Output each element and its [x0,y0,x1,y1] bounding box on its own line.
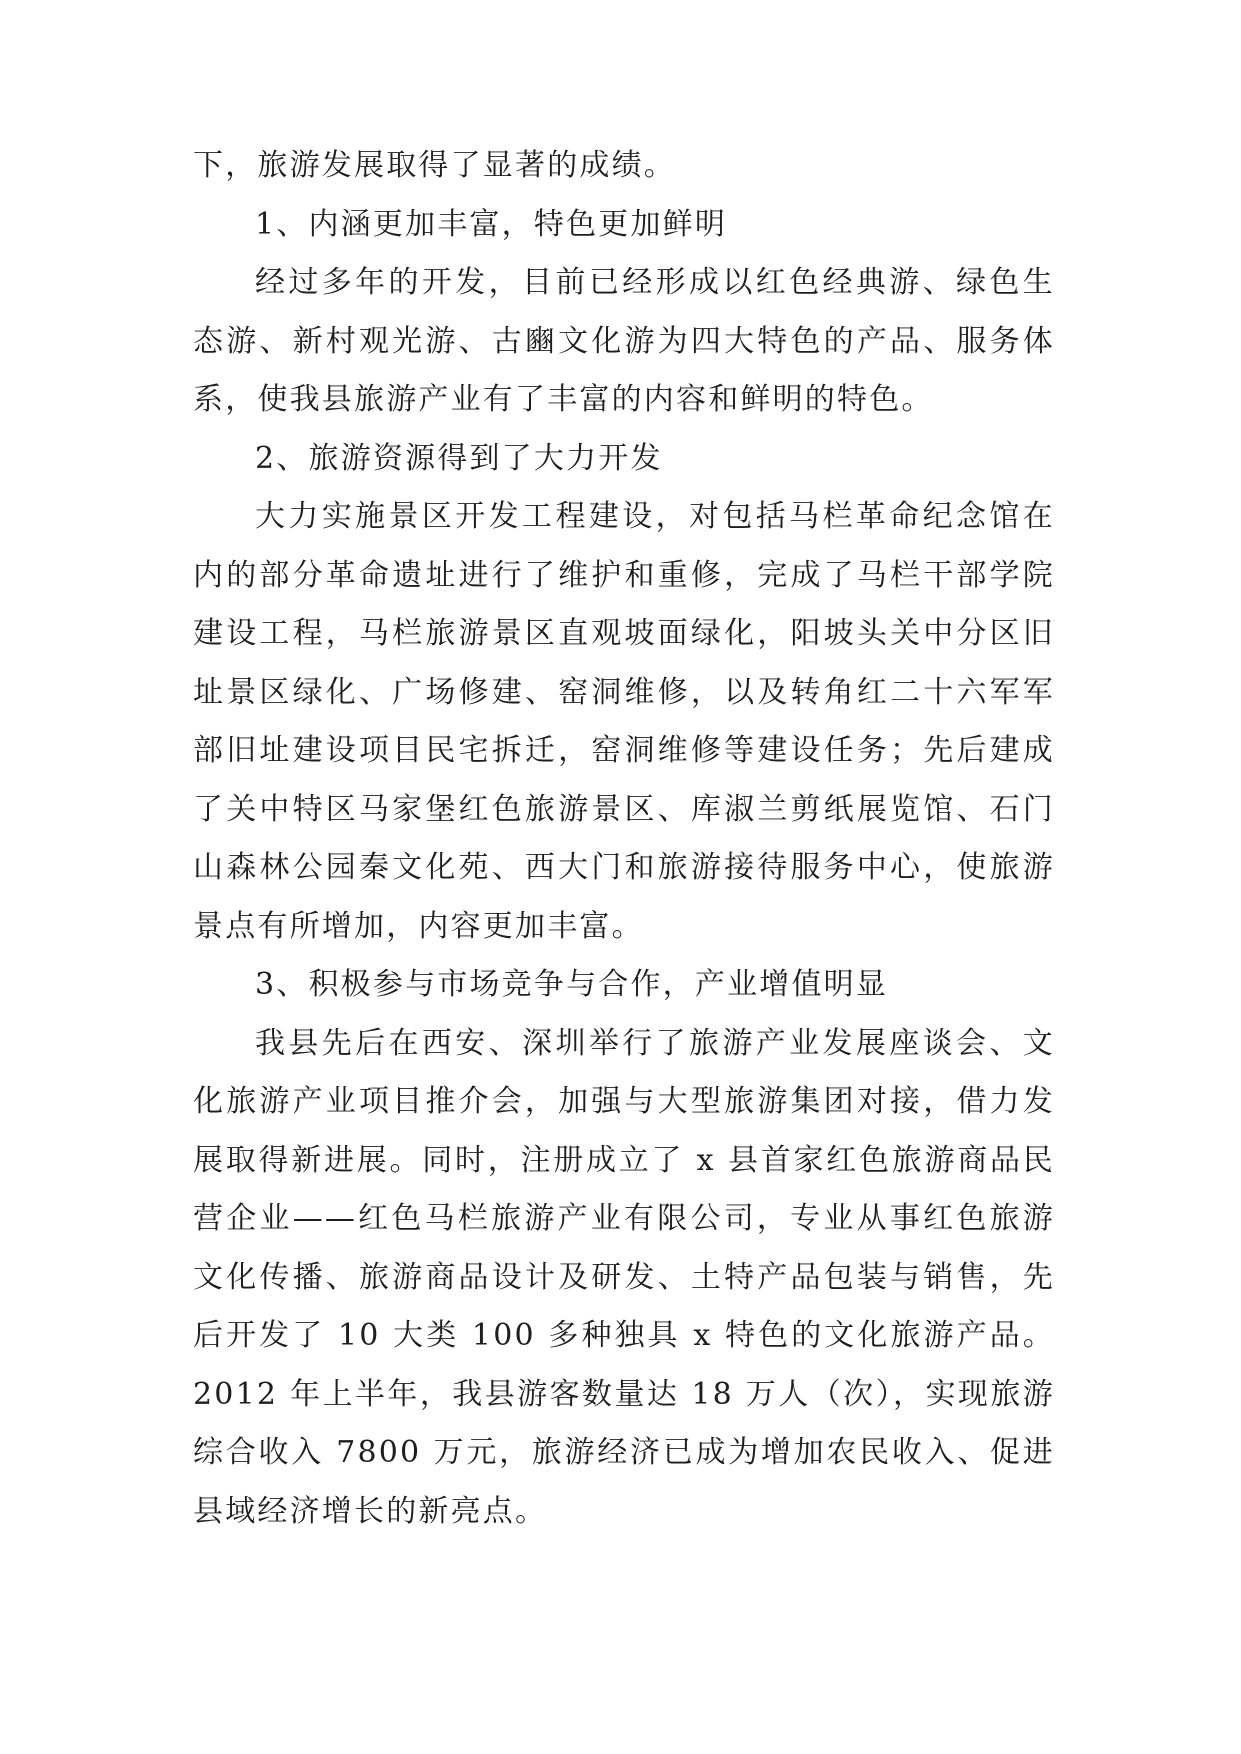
paragraph-market: 我县先后在西安、深圳举行了旅游产业发展座谈会、文化旅游产业项目推介会，加强与大型旅游集团对接，借力发展取得新进展。同时，注册成立了 x 县首家红色旅游商品民营企业——红色马栏旅游产业有限公司，专业从事红色旅游文化传播、旅游商品设计及研发、土特产品包装与销售，先后开发了 10 大类 100 多种独具 x 特色的文化旅游产品。2012 年上半年，我县游客数量达 18 万人（次），实现旅游综合收入 7800 万元，旅游经济已成为增加农民收入、促进县域经济增长的新亮点。 [193,1025,1055,1529]
paragraph-continuation: 下，旅游发展取得了显著的成绩。 [193,148,676,183]
section-heading-1: 1、内涵更加丰富，特色更加鲜明 [255,206,728,242]
paragraph-development: 大力实施景区开发工程建设，对包括马栏革命纪念馆在内的部分革命遗址进行了维护和重修，完成了马栏干部学院建设工程，马栏旅游景区直观坡面绿化，阳坡头关中分区旧址景区绿化、广场修建、窑洞维修，以及转角红二十六军军部旧址建设项目民宅拆迁，窑洞维修等建设任务；先后建成了关中特区马家堡红色旅游景区、库淑兰剪纸展览馆、石门山森林公园秦文化苑、西大门和旅游接待服务中心，使旅游景点有所增加，内容更加丰富。 [193,499,1055,944]
section-heading-2: 2、旅游资源得到了大力开发 [255,440,663,476]
paragraph-features: 经过多年的开发，目前已经形成以红色经典游、绿色生态游、新村观光游、古豳文化游为四大特色的产品、服务体系，使我县旅游产业有了丰富的内容和鲜明的特色。 [193,265,1055,417]
document-page [193,137,1055,1541]
section-heading-3: 3、积极参与市场竞争与合作，产业增值明显 [255,967,889,1002]
